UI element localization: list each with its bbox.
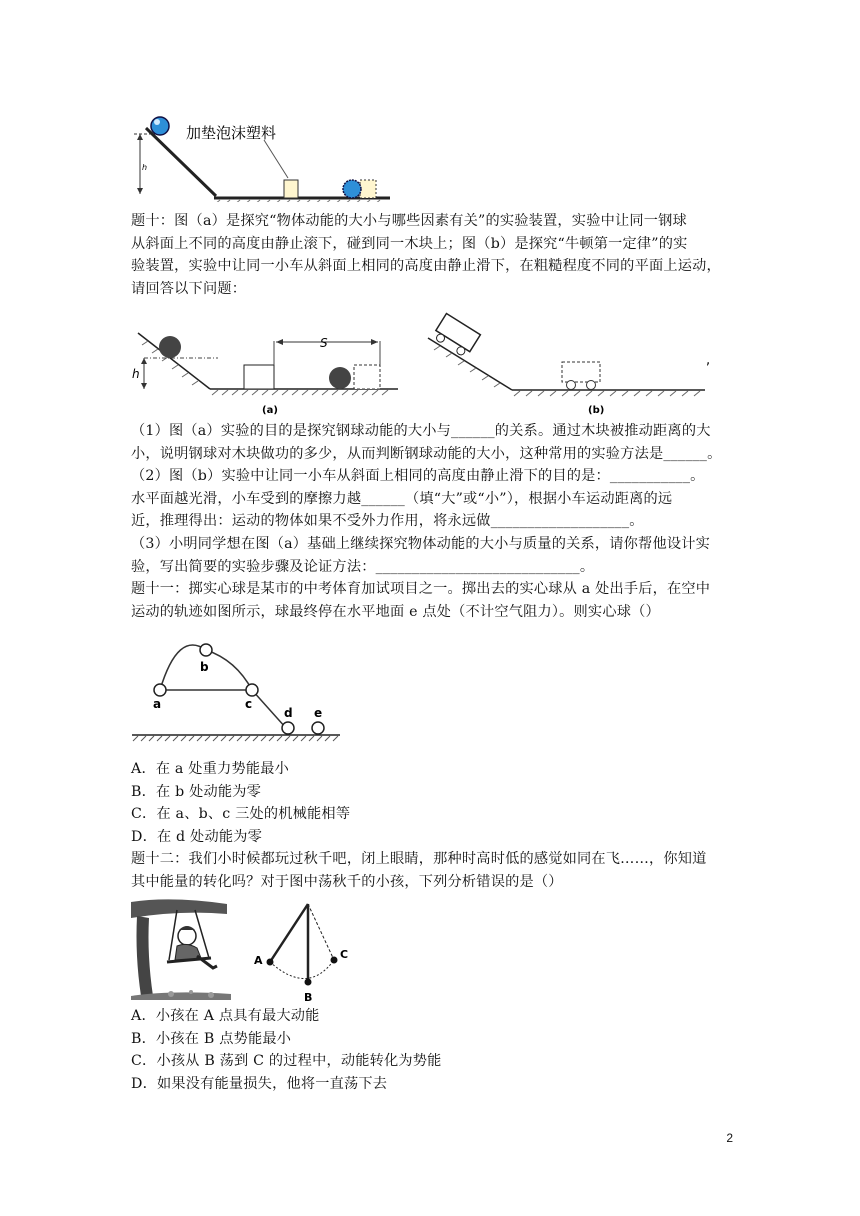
q11-line: 题十一：掷实心球是某市的中考体育加试项目之一。掷出去的实心球从 a 处出手后，在空中 (131, 581, 711, 598)
q10-sub-line: 水平面越光滑，小车受到的摩擦力越______（填“大”或“小”），根据小车运动距离的远 (131, 490, 673, 507)
q10-line: 从斜面上不同的高度由静止滚下，碰到同一木块上；图（b）是探究“牛顿第一定律”的实 (131, 235, 688, 252)
label-e: e (314, 706, 323, 720)
q10-sub-line: （2）图（b）实验中让同一小车从斜面上相同的高度由静止滑下的目的是：___________。 (131, 468, 705, 485)
label-b: b (200, 660, 209, 674)
q10-sub-line: （1）图（a）实验的目的是探究钢球动能的大小与______的关系。通过木块被推动距离的大 (131, 423, 711, 439)
label-d: d (284, 706, 293, 720)
q11-option: C．在 a、b、c 三处的机械能相等 (131, 806, 351, 823)
q12-option: B．小孩在 B 点势能最小 (131, 1030, 292, 1047)
q10-sub-line: （3）小明同学想在图（a）基础上继续探究物体动能的大小与质量的关系，请你帮他设计实 (131, 535, 711, 552)
figure-a-caption: (a) (262, 405, 278, 416)
figure-a (128, 325, 403, 417)
stray-mark: , (706, 353, 711, 368)
q10-sub-line: 小，说明钢球对木块做功的多少，从而判断钢球动能的大小，这种常用的实验方法是______。 (131, 445, 722, 462)
figure1-h-label: h (142, 163, 148, 172)
question-12-options (131, 1005, 731, 1095)
q12-line: 其中能量的转化吗？对于图中荡秋千的小孩，下列分析错误的是（） (131, 873, 563, 890)
q12-option: A．小孩在 A 点具有最大动能 (131, 1008, 320, 1024)
question-10-subquestions (131, 420, 731, 623)
figure-pendulum (250, 900, 360, 1005)
label-C: C (340, 948, 349, 961)
figure-b (420, 310, 720, 417)
q10-sub-line: 验，写出简要的实验步骤及论证方法：____________________________。 (131, 558, 595, 575)
q12-line: 题十二：我们小时候都玩过秋千吧，闭上眼睛，那种时高时低的感觉如同在飞……，你知道 (131, 851, 707, 868)
question-10-intro (131, 210, 731, 300)
label-a: a (153, 697, 162, 711)
q11-line: 运动的轨迹如图所示，球最终停在水平地面 e 点处（不计空气阻力）。则实心球（） (131, 603, 660, 620)
q10-line: 请回答以下问题： (131, 280, 247, 297)
label-A: A (254, 954, 263, 967)
q10-line: 验装置，实验中让同一小车从斜面上相同的高度由静止滑下，在粗糙程度不同的平面上运动， (131, 258, 721, 275)
figure-a-s-label: S (320, 336, 328, 350)
figure-ramp-foam (128, 112, 398, 202)
q11-option: A．在 a 处重力势能最小 (131, 761, 290, 777)
question-11-options (131, 758, 731, 894)
q11-option: B．在 b 处动能为零 (131, 783, 262, 800)
page-number: 2 (726, 1131, 733, 1145)
figure-trajectory (128, 638, 343, 746)
q12-option: C．小孩从 B 荡到 C 的过程中，动能转化为势能 (131, 1053, 442, 1070)
q10-sub-line: 近，推理得出：运动的物体如果不受外力作用，将永远做___________________。 (131, 513, 644, 530)
q12-option: D．如果没有能量损失，他将一直荡下去 (131, 1075, 388, 1092)
label-c: c (245, 697, 253, 711)
figure1-label: 加垫泡沫塑料 (186, 124, 277, 142)
figure-b-caption: (b) (588, 405, 605, 416)
q11-option: D．在 d 处动能为零 (131, 828, 262, 845)
figure-swing-illustration (131, 896, 231, 1000)
label-B: B (304, 991, 313, 1004)
q10-line: 题十：图（a）是探究“物体动能的大小与哪些因素有关”的实验装置，实验中让同一钢球 (131, 213, 687, 229)
figure-a-h-label: h (132, 367, 140, 381)
